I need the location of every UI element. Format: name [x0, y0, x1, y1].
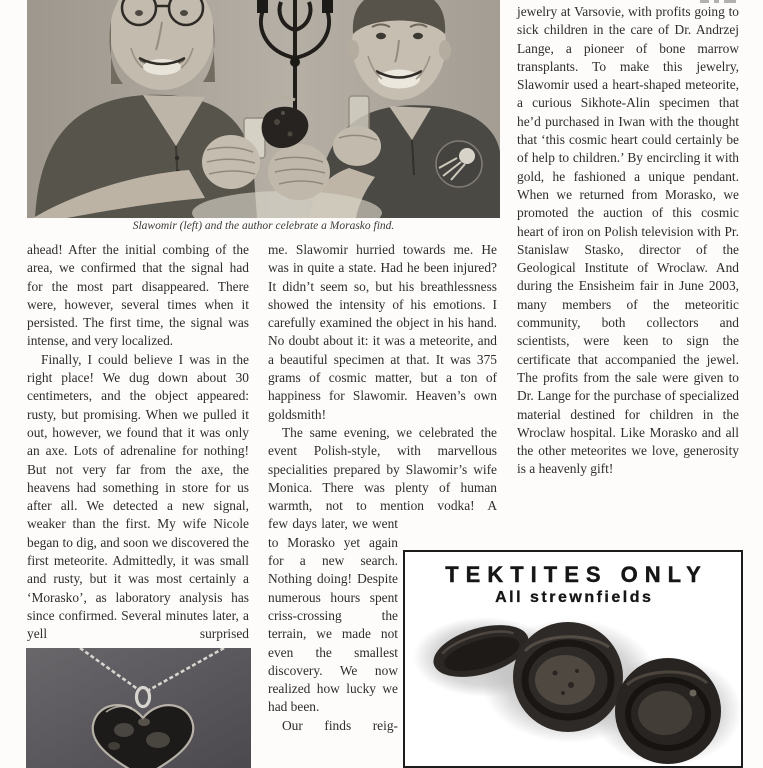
tektites-photo [405, 609, 741, 764]
tektite-right [615, 658, 721, 764]
article-paragraph: The same evening, we celebrated the event Polish-style, with marvellous specialities prepared by Slawomir’s wife Monica. There was plenty of human warmth, not to mention vodka! A [268, 424, 497, 514]
tektites-ad [403, 550, 743, 768]
photo-heart-pendant [26, 648, 251, 768]
ad-subtitle: All strewnfields [495, 589, 654, 606]
article-column-right [517, 3, 739, 479]
photo-morasko-celebration-art [27, 0, 500, 218]
meteor-crater-logo [436, 141, 482, 187]
tektites-photo-art [405, 609, 741, 764]
tektite-center [513, 622, 623, 732]
narrow-text-block [268, 515, 398, 735]
photo-caption: Slawomir (left) and the author celebrate a Morasko find. [132, 220, 395, 232]
article-paragraph: few days later, we went to Morasko yet again for a new search. Nothing doing! Despite numerous hours spent criss-crossing the terrain, we made not even the smallest discovery. We now realized how lucky we had been. [268, 516, 398, 715]
article-paragraph: me. Slawomir hurried towards me. He was in quite a state. Had he been injured? It didn’t seem so, but his breathlessness showed the intensity of his emotions. I carefully examined the object in his hand. No doubt about it: it was a meteorite, and a beautiful specimen at that. It was 375 grams of cosmic matter, but a ton of happiness for Slawomir. Heaven’s own goldsmith! [268, 242, 497, 422]
article-paragraph: jewelry at Varsovie, with profits going to sick children in the care of Dr. Andrzej Lange, a pioneer of bone marrow transplants. To make this jewelry, Slawomir used a heart-shaped meteorite, a curious Sikhote-Alin specimen that he’d purchased in Iwan with the thought that ‘this cosmic heart could certainly be of help to children.’ By encircling it with gold, he fashioned a unique pendant. When we returned from Morasko, we promoted the auction of this cosmic heart of iron on Polish television with Pr. Stanislaw Stasko, director of the Geological Institute of Wroclaw. And during the Ensisheim fair in June 2003, many members of the meteoritic community, both collectors and scientists, were keen to sign the certificate that accompanied the jewel. The profits from the sale were given to Dr. Lange for the purchase of specialized material destined for children in the Wroclaw hospital. Like Morasko and all the other meteorites we love, generosity is a heavenly gift! [517, 4, 739, 477]
photo-heart-pendant-art [26, 648, 251, 768]
photo-morasko-celebration [27, 0, 500, 218]
article-paragraph: Our finds reig- [282, 717, 398, 733]
ad-title: TEKTITES ONLY [445, 562, 708, 587]
article-paragraph: ahead! After the initial combing of the area, we confirmed that the signal had for the most part disappeared. There were, however, several times when it persisted. The first time, the signal was intense, and very localized. [27, 242, 249, 349]
article-column-left [27, 241, 249, 644]
article-paragraph: Finally, I could believe I was in the right place! We dug down about 30 centimeters, and the object appeared: rusty, but promising. When we pulled it out, however, we found that it was only an axe. Lots of adrenaline for nothing! But not very far from the axe, the heavens had something in store for us after all. We detected a new signal, weaker than the first. My wife Nicole began to dig, and soon we discovered the first meteorite. Admittedly, it was small and rusty, but it was most certainly a ‘Morasko’, as laboratory analysis has since confirmed. Several minutes later, a yell surprised [27, 351, 249, 642]
